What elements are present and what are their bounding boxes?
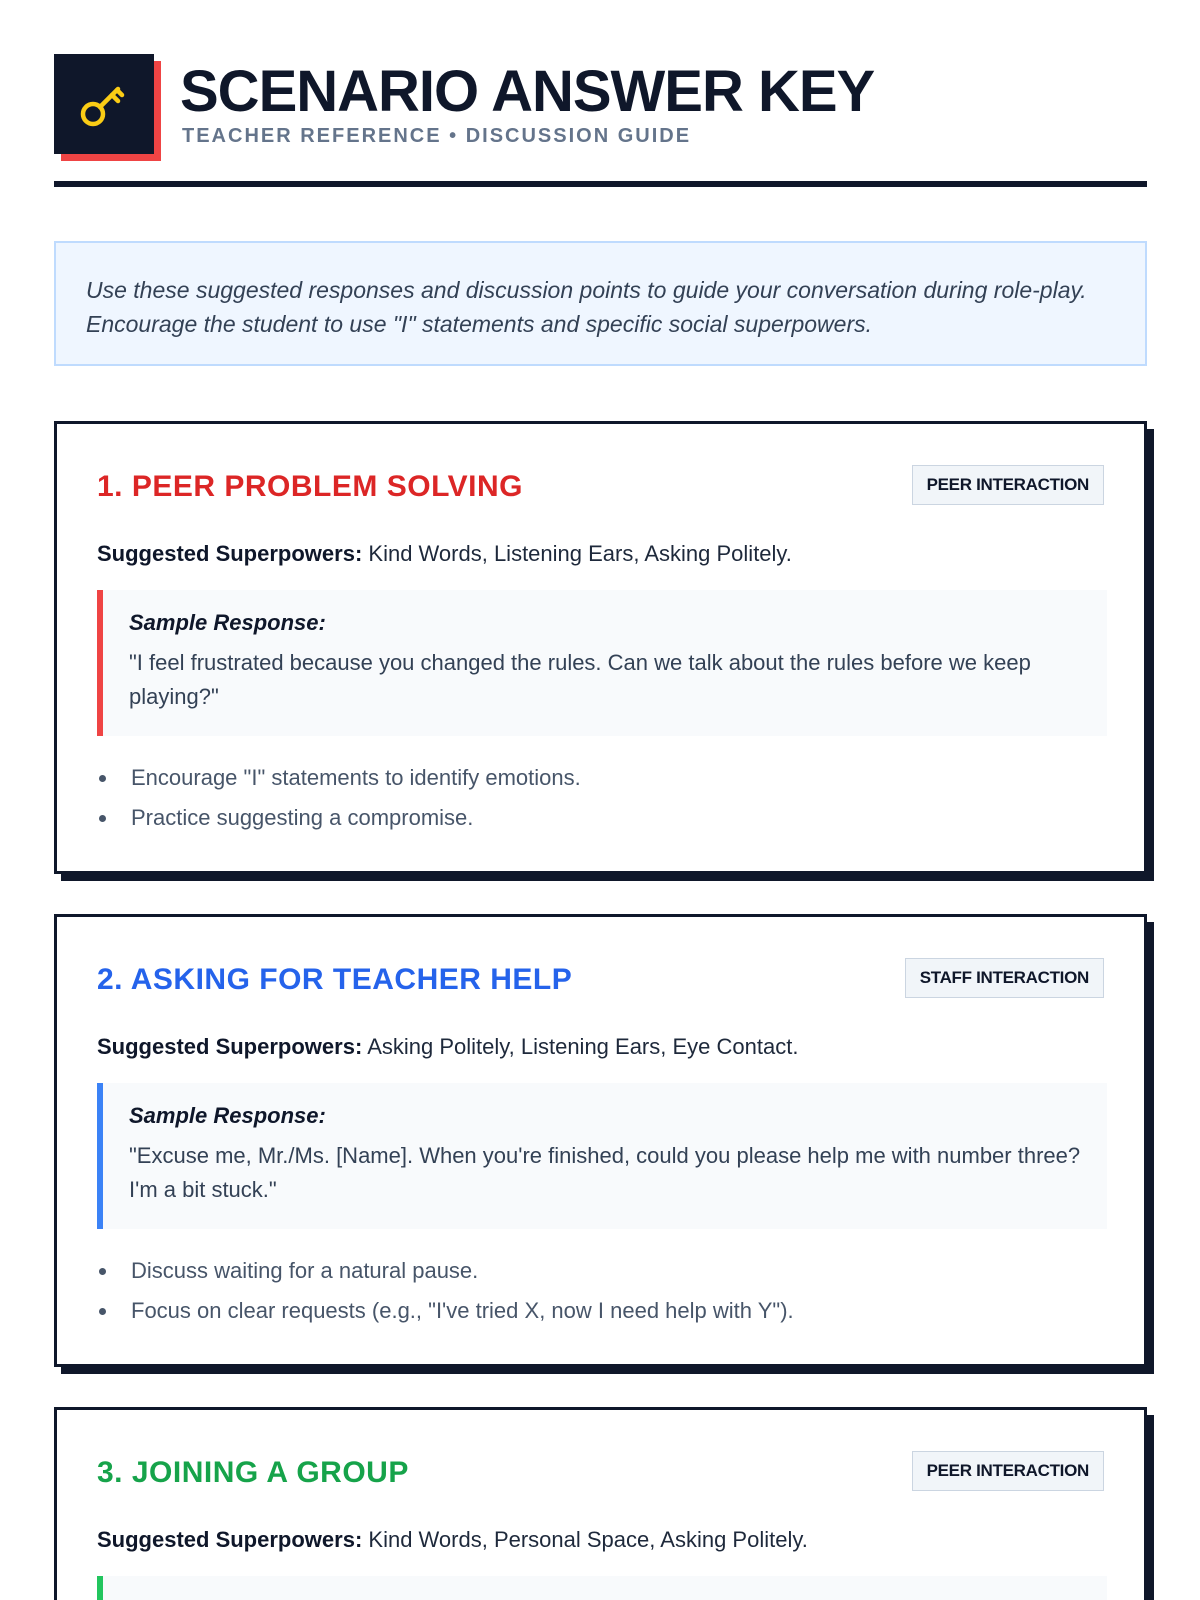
list-item: Discuss waiting for a natural pause. <box>97 1251 794 1291</box>
interaction-badge: PEER INTERACTION <box>912 1451 1104 1491</box>
scenario-card-3 <box>54 1407 1147 1600</box>
interaction-badge: STAFF INTERACTION <box>905 958 1104 998</box>
intro-note: Use these suggested responses and discussion points to guide your conversation during role-play. Encourage the student to use "I" statements and specific social superpowers. <box>54 241 1147 366</box>
powers-label: Suggested Superpowers: <box>97 1527 363 1552</box>
page-subtitle: TEACHER REFERENCE • DISCUSSION GUIDE <box>182 125 692 147</box>
header-divider <box>54 181 1147 187</box>
scenario-card-1 <box>54 421 1147 874</box>
card-title: 3. JOINING A GROUP <box>97 1456 409 1489</box>
discussion-points <box>97 1251 794 1331</box>
scenario-card-2 <box>54 914 1147 1367</box>
suggested-superpowers <box>97 1034 798 1060</box>
sample-text: "Excuse me, Mr./Ms. [Name]. When you're finished, could you please help me with number three? I'm a bit stuck." <box>129 1143 1081 1202</box>
logo <box>54 54 154 154</box>
page-title: SCENARIO ANSWER KEY <box>180 59 875 124</box>
discussion-points <box>97 758 581 838</box>
powers-list: Asking Politely, Listening Ears, Eye Contact. <box>367 1034 799 1059</box>
sample-label: Sample Response: <box>129 1103 326 1128</box>
list-item: Practice suggesting a compromise. <box>97 798 581 838</box>
powers-list: Kind Words, Personal Space, Asking Politely. <box>368 1527 808 1552</box>
card-title: 1. PEER PROBLEM SOLVING <box>97 470 524 503</box>
key-icon <box>76 76 132 132</box>
page-header <box>54 54 1147 188</box>
powers-label: Suggested Superpowers: <box>97 541 363 566</box>
suggested-superpowers <box>97 1527 808 1553</box>
sample-response-box <box>97 1083 1107 1229</box>
card-title: 2. ASKING FOR TEACHER HELP <box>97 963 573 996</box>
powers-label: Suggested Superpowers: <box>97 1034 363 1059</box>
interaction-badge: PEER INTERACTION <box>912 465 1104 505</box>
sample-response-box <box>97 1576 1107 1600</box>
sample-text: "I feel frustrated because you changed the rules. Can we talk about the rules before we keep playing?" <box>129 650 1031 709</box>
sample-label: Sample Response: <box>129 610 326 635</box>
powers-list: Kind Words, Listening Ears, Asking Politely. <box>368 541 792 566</box>
suggested-superpowers <box>97 541 792 567</box>
sample-response-box <box>97 590 1107 736</box>
list-item: Encourage "I" statements to identify emotions. <box>97 758 581 798</box>
list-item: Focus on clear requests (e.g., "I've tried X, now I need help with Y"). <box>97 1291 794 1331</box>
